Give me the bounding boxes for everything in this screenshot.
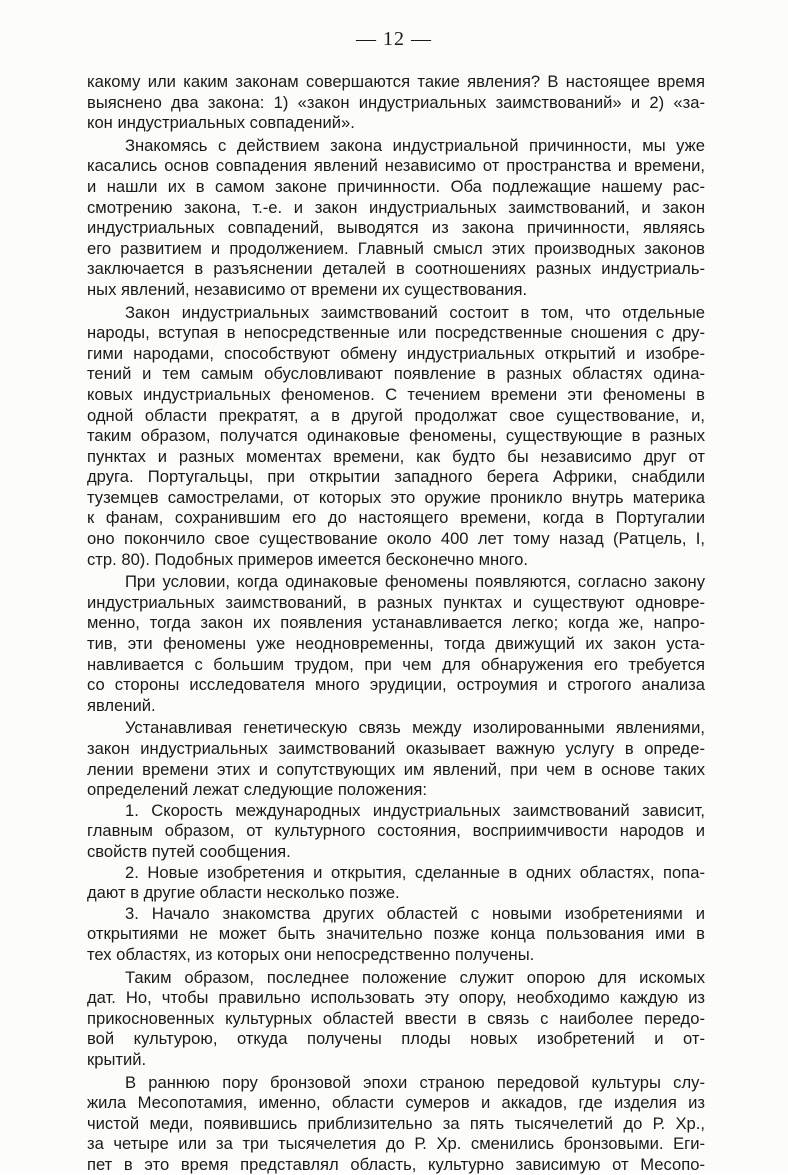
text-line: касались основ совпадения явлений независимо от пространства и времени, [87,156,705,177]
text-line: индустриальных совпадений, выводятся из закона причинности, являясь [87,218,705,239]
text-line: Таким образом, последнее положение служит опорою для искомых [87,968,705,989]
text-line: вой культурою, откуда получены плоды новых изобретений и от- [87,1029,705,1050]
page-number: — 12 — [0,28,788,51]
text-line: одной области прекратят, а в другой продолжат свое существование, и, [87,406,705,427]
paragraph [87,968,705,1071]
text-line: чистой меди, появившись приблизительно за пять тысячелетий до Р. Хр., [87,1114,705,1135]
body-text [87,72,705,1175]
text-line: тив, эти феномены уже неодновременны, тогда движущий их закон уста- [87,634,705,655]
paragraph [87,904,705,966]
text-line: Закон индустриальных заимствований состоит в том, что отдельные [87,303,705,324]
text-line: главным образом, от культурного состояния, восприимчивости народов и [87,821,705,842]
paragraph [87,136,705,301]
text-line: выяснено два закона: 1) «закон индустриальных заимствований» и 2) «за- [87,93,705,114]
text-line: 3. Начало знакомства других областей с новыми изобретениями и [87,904,705,925]
text-line: открытиями не может быть значительно позже конца пользования ими в [87,924,705,945]
text-line: тений и тем самым обусловливают появление в разных областях одина- [87,364,705,385]
text-line: тех областях, из которых они непосредственно получены. [87,945,705,966]
paragraph [87,572,705,716]
text-line: смотрению закона, т.-е. и закон индустриальных заимствований, и закон [87,198,705,219]
text-line: навливается с большим трудом, при чем для обнаружения его требуется [87,655,705,676]
text-line: 1. Скорость международных индустриальных заимствований зависит, [87,801,705,822]
text-line: заключается в разъяснении деталей в соотношениях разных индустриаль- [87,259,705,280]
text-line: народы, вступая в непосредственные или посредственные сношения с дру- [87,323,705,344]
text-line: дат. Но, чтобы правильно использовать эту опору, необходимо каждую из [87,988,705,1009]
text-line: менно, тогда закон их появления устанавливается легко; когда же, напро- [87,613,705,634]
text-line: определений лежат следующие положения: [87,780,705,801]
paragraph [87,718,705,800]
text-line: крытий. [87,1050,705,1071]
text-line: стр. 80). Подобных примеров имеется бесконечно много. [87,550,705,571]
text-line: ковых индустриальных феноменов. С течением времени эти феномены в [87,385,705,406]
text-line: явлений. [87,696,705,717]
text-line: закон индустриальных заимствований оказывает важную услугу в опреде- [87,739,705,760]
text-line: пет в это время представлял область, культурно зависимую от Месопо- [87,1155,705,1175]
text-line: кон индустриальных совпадений». [87,113,705,134]
text-line: дают в другие области несколько позже. [87,883,705,904]
text-line: прикосновенных культурных областей ввести в связь с наиболее передо- [87,1009,705,1030]
text-line: лении времени этих и сопутствующих им явлений, при чем в основе таких [87,760,705,781]
text-line: пунктах и разных моментах времени, как будто бы независимо друг от [87,447,705,468]
text-line: какому или каким законам совершаются такие явления? В настоящее время [87,72,705,93]
text-line: Устанавливая генетическую связь между изолированными явлениями, [87,718,705,739]
text-line: со стороны исследователя много эрудиции, остроумия и строгого анализа [87,675,705,696]
text-line: индустриальных заимствований, в разных пунктах и существуют одновре- [87,593,705,614]
text-line: гими народами, способствуют обмену индустриальных открытий и изобре- [87,344,705,365]
paragraph [87,72,705,134]
text-line: его развитием и продолжением. Главный смысл этих производных законов [87,239,705,260]
text-line: свойств путей сообщения. [87,842,705,863]
paragraph [87,801,705,863]
paragraph [87,303,705,571]
text-line: При условии, когда одинаковые феномены появляются, согласно закону [87,572,705,593]
paragraph [87,863,705,904]
text-line: туземцев самострелами, от которых это оружие проникло внутрь материка [87,488,705,509]
text-line: Знакомясь с действием закона индустриальной причинности, мы уже [87,136,705,157]
text-line: к фанам, сохранившим его до настоящего времени, когда в Португалии [87,508,705,529]
text-line: за четыре или за три тысячелетия до Р. Хр. сменились бронзовыми. Еги- [87,1134,705,1155]
text-line: 2. Новые изобретения и открытия, сделанные в одних областях, попа- [87,863,705,884]
text-line: друга. Португальцы, при открытии западного берега Африки, снабдили [87,467,705,488]
paragraph [87,1073,705,1175]
text-line: В раннюю пору бронзовой эпохи страною передовой культуры слу- [87,1073,705,1094]
text-line: оно покончило свое существование около 400 лет тому назад (Ратцель, I, [87,529,705,550]
text-line: и нашли их в самом законе причинности. Оба подлежащие нашему рас- [87,177,705,198]
text-line: таким образом, получатся одинаковые феномены, существующие в разных [87,426,705,447]
text-line: жила Месопотамия, именно, области сумеров и аккадов, где изделия из [87,1093,705,1114]
text-line: ных явлений, независимо от времени их существования. [87,280,705,301]
